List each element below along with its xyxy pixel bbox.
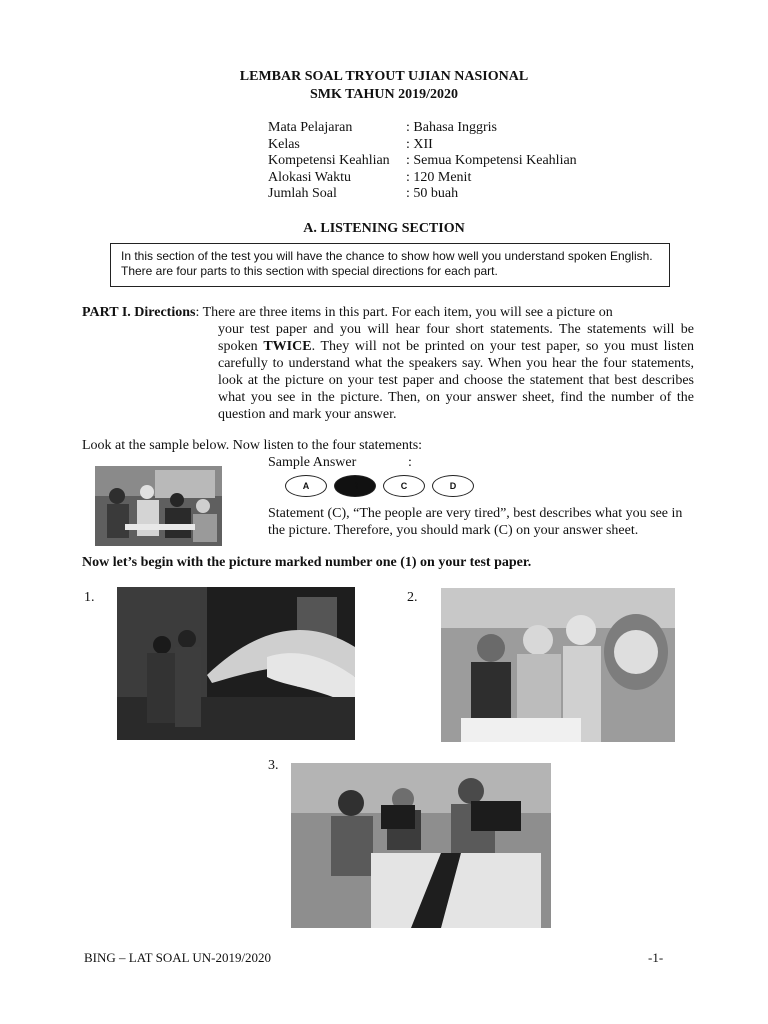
- part1-body-text: your test paper and you will hear four short statements. The statements will be spoken: [218, 322, 694, 354]
- sample-answer-colon: :: [408, 455, 412, 470]
- section-title: A. LISTENING SECTION: [303, 221, 465, 236]
- begin-instruction: Now let’s begin with the picture marked number one (1) on your test paper.: [82, 555, 532, 570]
- sample-answer-label: Sample Answer: [268, 455, 357, 470]
- part1-first-line: : There are three items in this part. For each item, you will see a picture on: [195, 305, 613, 320]
- part1-body-bold: TWICE: [263, 339, 312, 354]
- item3-photo: [291, 763, 551, 928]
- item1-photo: [117, 587, 355, 740]
- option-d[interactable]: D: [432, 475, 474, 497]
- item-number: 1.: [84, 590, 95, 605]
- item-number: 2.: [407, 590, 418, 605]
- info-value: : Semua Kompetensi Keahlian: [406, 153, 577, 168]
- part1-body: [218, 321, 694, 423]
- info-key: Jumlah Soal: [268, 186, 337, 201]
- info-key: Alokasi Waktu: [268, 169, 351, 185]
- document-title: LEMBAR SOAL TRYOUT UJIAN NASIONAL: [239, 69, 529, 84]
- item-number: 3.: [268, 758, 279, 773]
- intro-box: In this section of the test you will have the chance to show how well you understand spoken English. There are four parts to this section with special directions for each part.: [110, 243, 670, 287]
- sample-statement: Statement (C), “The people are very tired”, best describes what you see in the picture. Therefore, you should mark (C) on your answer sheet.: [268, 506, 683, 538]
- info-value: : XII: [406, 136, 433, 152]
- option-b-filled[interactable]: B: [334, 475, 376, 497]
- document-subtitle: SMK TAHUN 2019/2020: [309, 87, 459, 102]
- sample-photo: [95, 466, 222, 546]
- info-row: [268, 153, 577, 170]
- sample-photo-image: [95, 466, 222, 546]
- info-key: Kompetensi Keahlian: [268, 153, 390, 168]
- part1-lead: PART I. Directions: [82, 305, 196, 320]
- item2-photo: [441, 588, 675, 742]
- sample-intro: Look at the sample below. Now listen to the four statements:: [82, 438, 423, 453]
- info-value: : Bahasa Inggris: [406, 120, 497, 135]
- info-key: Kelas: [268, 136, 300, 152]
- info-row: [268, 137, 577, 154]
- info-row: [268, 120, 577, 137]
- firefighter-photo-image: [117, 587, 355, 740]
- info-key: Mata Pelajaran: [268, 120, 353, 135]
- option-a[interactable]: A: [285, 475, 327, 497]
- part1-directions: [82, 304, 694, 422]
- info-value: : 120 Menit: [406, 169, 472, 185]
- info-value: : 50 buah: [406, 186, 459, 201]
- footer-left: BING – LAT SOAL UN-2019/2020: [84, 950, 272, 965]
- exam-info: [268, 120, 577, 203]
- option-c[interactable]: C: [383, 475, 425, 497]
- women-selfie-photo-image: [441, 588, 675, 742]
- part1-body-text-2: . They will not be printed on your test paper, so you must listen carefully to understand what the speakers say. When you hear the four statements, look at the picture on your test paper and choose the statement that best describes what you see in the picture. Then, on your answer sheet, find the number of the question and mark your answer.: [218, 339, 694, 422]
- page-number: -1-: [648, 950, 664, 965]
- info-row: [268, 186, 577, 203]
- answer-options: [285, 475, 474, 497]
- meeting-photo-image: [291, 763, 551, 928]
- info-row: [268, 170, 577, 187]
